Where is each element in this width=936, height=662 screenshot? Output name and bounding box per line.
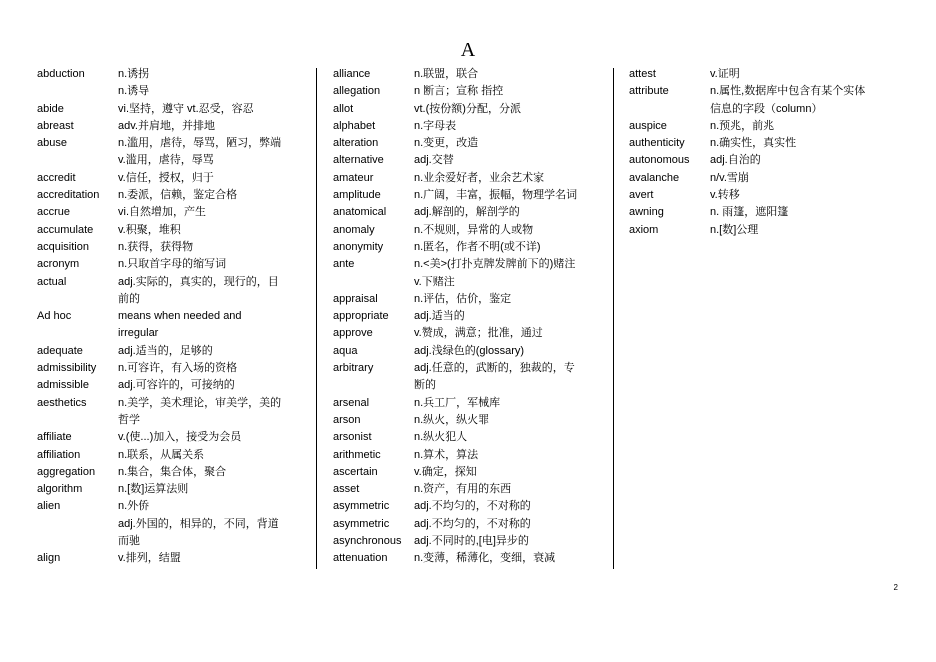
entry-definitions bbox=[118, 377, 307, 394]
glossary-entry bbox=[333, 101, 603, 118]
glossary-entry bbox=[37, 360, 307, 377]
entry-term: Ad hoc bbox=[37, 310, 72, 323]
glossary-entry bbox=[629, 66, 899, 83]
glossary-entry bbox=[37, 550, 307, 567]
entry-term: ante bbox=[333, 258, 355, 271]
entry-term: arson bbox=[333, 413, 361, 426]
glossary-entry bbox=[333, 516, 603, 533]
glossary-entry bbox=[629, 222, 899, 239]
glossary-entry bbox=[629, 187, 899, 204]
glossary-entry bbox=[37, 274, 307, 309]
entry-definitions bbox=[414, 83, 603, 100]
entry-term: awning bbox=[629, 206, 664, 219]
entry-definition-line: n.匿名，作者不明(或不详) bbox=[414, 240, 541, 253]
entry-definitions bbox=[118, 187, 307, 204]
entry-definition-line: v.信任，授权，归于 bbox=[118, 171, 214, 184]
entry-term: abreast bbox=[37, 119, 74, 132]
entry-definitions bbox=[414, 222, 603, 239]
glossary-entry bbox=[629, 204, 899, 221]
entry-definition-line: n.变薄，稀薄化，变细，衰减 bbox=[414, 552, 556, 565]
glossary-entry bbox=[37, 308, 307, 343]
entry-term: arithmetic bbox=[333, 448, 381, 461]
entry-definition-line: 哲学 bbox=[118, 413, 140, 426]
entry-definition-line: vi.坚持，遵守 vt.忍受，容忍 bbox=[118, 102, 254, 115]
entry-definitions bbox=[118, 429, 307, 446]
entry-definitions bbox=[414, 533, 603, 550]
entry-definitions bbox=[118, 360, 307, 377]
entry-definition-line: v.排列，结盟 bbox=[118, 552, 181, 565]
entry-definitions bbox=[118, 481, 307, 498]
glossary-entry bbox=[37, 464, 307, 481]
entry-definitions bbox=[414, 66, 603, 83]
glossary-entry bbox=[333, 152, 603, 169]
entry-term: actual bbox=[37, 275, 67, 288]
entry-definition-line: n.获得，获得物 bbox=[118, 240, 194, 253]
entry-definition-line: adj.可容许的，可接纳的 bbox=[118, 379, 235, 392]
glossary-entry bbox=[333, 325, 603, 342]
glossary-entry bbox=[37, 377, 307, 394]
entry-definition-line: n.美学，美术理论，审美学，美的 bbox=[118, 396, 282, 409]
glossary-entry bbox=[629, 118, 899, 135]
entry-definition-line: n.诱导 bbox=[118, 85, 150, 98]
glossary-column-2 bbox=[333, 66, 603, 568]
entry-term: accredit bbox=[37, 171, 76, 184]
entry-definition-line: n.联盟，联合 bbox=[414, 68, 479, 80]
entry-definition-line: v.确定，探知 bbox=[414, 465, 477, 478]
glossary-entry bbox=[37, 204, 307, 221]
entry-definition-line: n/v.雪崩 bbox=[710, 171, 749, 184]
entry-term: aesthetics bbox=[37, 396, 87, 409]
glossary-entry bbox=[333, 498, 603, 515]
entry-term: anonymity bbox=[333, 240, 384, 253]
glossary-entry bbox=[333, 291, 603, 308]
entry-term: admissibility bbox=[37, 362, 97, 375]
entry-definitions bbox=[414, 325, 603, 342]
glossary-entry bbox=[333, 187, 603, 204]
entry-definitions bbox=[414, 118, 603, 135]
entry-definitions bbox=[414, 498, 603, 515]
entry-definition-line: n 断言；宣称 指控 bbox=[414, 85, 504, 98]
entry-definition-line: n.集合，集合体，聚合 bbox=[118, 465, 227, 478]
entry-definitions bbox=[118, 498, 307, 550]
glossary-entry bbox=[37, 222, 307, 239]
entry-term: accumulate bbox=[37, 223, 94, 236]
entry-term: adequate bbox=[37, 344, 83, 357]
entry-definitions bbox=[414, 343, 603, 360]
entry-term: ascertain bbox=[333, 465, 378, 478]
entry-term: arbitrary bbox=[333, 362, 374, 375]
column-divider bbox=[316, 68, 317, 569]
glossary-entry bbox=[333, 118, 603, 135]
entry-definitions bbox=[414, 308, 603, 325]
entry-definitions bbox=[118, 101, 307, 118]
entry-definitions bbox=[414, 187, 603, 204]
entry-definitions bbox=[414, 464, 603, 481]
glossary-entry bbox=[333, 481, 603, 498]
glossary-entry bbox=[37, 187, 307, 204]
entry-definition-line: n.外侨 bbox=[118, 500, 150, 513]
entry-term: accreditation bbox=[37, 189, 100, 202]
entry-definitions bbox=[710, 204, 899, 221]
entry-definition-line: adj.解剖的，解剖学的 bbox=[414, 206, 520, 219]
entry-definitions bbox=[710, 83, 899, 118]
entry-definition-line: adj.适当的，足够的 bbox=[118, 344, 213, 357]
glossary-entry bbox=[37, 101, 307, 118]
entry-term: autonomous bbox=[629, 154, 690, 167]
entry-definition-line: adj.适当的 bbox=[414, 310, 465, 323]
glossary-entry bbox=[37, 135, 307, 170]
entry-definitions bbox=[414, 152, 603, 169]
entry-definitions bbox=[710, 135, 899, 152]
entry-term: aggregation bbox=[37, 465, 96, 478]
entry-definition-line: v.证明 bbox=[710, 68, 740, 80]
entry-definition-line: v.下赌注 bbox=[414, 275, 455, 288]
glossary-entry bbox=[333, 360, 603, 395]
glossary-entry bbox=[333, 135, 603, 152]
entry-term: abduction bbox=[37, 68, 85, 80]
entry-term: allegation bbox=[333, 85, 381, 98]
glossary-entry bbox=[333, 170, 603, 187]
entry-definitions bbox=[414, 412, 603, 429]
entry-definition-line: n.预兆，前兆 bbox=[710, 119, 775, 132]
entry-definitions bbox=[414, 291, 603, 308]
entry-definition-line: adj.交替 bbox=[414, 154, 454, 167]
glossary-entry bbox=[333, 412, 603, 429]
entry-definition-line: n.广阔，丰富，振幅，物理学名词 bbox=[414, 189, 578, 202]
glossary-entry bbox=[37, 429, 307, 446]
glossary-entry bbox=[333, 395, 603, 412]
entry-definition-line: 断的 bbox=[414, 379, 436, 392]
entry-term: asymmetric bbox=[333, 500, 390, 513]
glossary-entry bbox=[37, 395, 307, 430]
glossary-entry bbox=[37, 66, 307, 101]
entry-term: admissible bbox=[37, 379, 89, 392]
glossary-column-1 bbox=[37, 66, 307, 568]
entry-term: abuse bbox=[37, 137, 67, 150]
entry-term: algorithm bbox=[37, 483, 83, 496]
entry-definition-line: n.联系，从属关系 bbox=[118, 448, 205, 461]
entry-term: approve bbox=[333, 327, 373, 340]
glossary-entry bbox=[333, 204, 603, 221]
entry-term: appraisal bbox=[333, 292, 378, 305]
entry-definitions bbox=[414, 447, 603, 464]
entry-definitions bbox=[118, 66, 307, 101]
entry-term: asynchronous bbox=[333, 535, 402, 548]
entry-definition-line: n.委派，信赖，鉴定合格 bbox=[118, 189, 238, 202]
entry-definition-line: adj.自治的 bbox=[710, 154, 761, 167]
entry-definitions bbox=[710, 118, 899, 135]
entry-definition-line: 而驰 bbox=[118, 535, 140, 548]
entry-definition-line: v.转移 bbox=[710, 189, 740, 202]
entry-term: alteration bbox=[333, 137, 379, 150]
glossary-entry bbox=[333, 464, 603, 481]
entry-definitions bbox=[118, 274, 307, 309]
glossary-entry bbox=[333, 550, 603, 567]
entry-term: alphabet bbox=[333, 119, 376, 132]
glossary-entry bbox=[333, 533, 603, 550]
entry-term: axiom bbox=[629, 223, 659, 236]
entry-term: avalanche bbox=[629, 171, 680, 184]
entry-definition-line: vt.(按份额)分配，分派 bbox=[414, 102, 521, 115]
entry-term: amplitude bbox=[333, 189, 381, 202]
glossary-entry bbox=[37, 343, 307, 360]
glossary-entry bbox=[333, 343, 603, 360]
glossary-entry bbox=[37, 498, 307, 550]
glossary-entry bbox=[629, 83, 899, 118]
glossary-column-3 bbox=[629, 66, 899, 239]
column-divider bbox=[613, 68, 614, 569]
entry-definitions bbox=[414, 360, 603, 395]
entry-term: affiliate bbox=[37, 431, 72, 444]
entry-definitions bbox=[118, 343, 307, 360]
glossary-entry bbox=[333, 239, 603, 256]
entry-definition-line: n.算术，算法 bbox=[414, 448, 479, 461]
entry-definitions bbox=[118, 395, 307, 430]
glossary-entry bbox=[37, 481, 307, 498]
entry-term: abide bbox=[37, 102, 64, 115]
entry-definition-line: n.属性,数据库中包含有某个实体 bbox=[710, 85, 866, 98]
entry-definitions bbox=[414, 256, 603, 291]
entry-definitions bbox=[710, 170, 899, 187]
entry-definition-line: v.积聚，堆积 bbox=[118, 223, 181, 236]
entry-definition-line: n. 雨篷，遮阳篷 bbox=[710, 206, 789, 219]
entry-term: arsenal bbox=[333, 396, 370, 409]
entry-definitions bbox=[710, 187, 899, 204]
entry-term: asymmetric bbox=[333, 517, 390, 530]
entry-definition-line: n.变更，改造 bbox=[414, 137, 479, 150]
entry-term: accrue bbox=[37, 206, 71, 219]
entry-definitions bbox=[118, 464, 307, 481]
entry-definition-line: adj.任意的，武断的，独裁的，专 bbox=[414, 362, 575, 375]
entry-term: acquisition bbox=[37, 240, 89, 253]
entry-definitions bbox=[414, 550, 603, 567]
glossary-entry bbox=[333, 429, 603, 446]
glossary-entry bbox=[629, 170, 899, 187]
entry-term: attest bbox=[629, 68, 656, 80]
entry-definitions bbox=[118, 170, 307, 187]
entry-definition-line: n.确实性，真实性 bbox=[710, 137, 797, 150]
entry-definition-line: 前的 bbox=[118, 292, 140, 305]
entry-definitions bbox=[710, 66, 899, 83]
entry-definition-line: means when needed and bbox=[118, 310, 242, 323]
entry-term: avert bbox=[629, 189, 654, 202]
entry-term: asset bbox=[333, 483, 360, 496]
entry-definitions bbox=[118, 447, 307, 464]
entry-definition-line: n.纵火犯人 bbox=[414, 431, 468, 444]
entry-definition-line: 信息的字段（column） bbox=[710, 102, 823, 115]
entry-definitions bbox=[414, 395, 603, 412]
entry-term: amateur bbox=[333, 171, 374, 184]
entry-definition-line: n.不规则，异常的人或物 bbox=[414, 223, 534, 236]
entry-definitions bbox=[414, 516, 603, 533]
glossary-entry bbox=[37, 170, 307, 187]
glossary-entry bbox=[37, 447, 307, 464]
entry-definition-line: n.业余爱好者，业余艺术家 bbox=[414, 171, 545, 184]
entry-definitions bbox=[414, 204, 603, 221]
entry-definition-line: n.纵火，纵火罪 bbox=[414, 413, 490, 426]
entry-term: appropriate bbox=[333, 310, 389, 323]
entry-definitions bbox=[710, 152, 899, 169]
entry-term: auspice bbox=[629, 119, 667, 132]
entry-definitions bbox=[118, 308, 307, 343]
entry-definition-line: n.诱拐 bbox=[118, 68, 150, 80]
entry-term: align bbox=[37, 552, 61, 565]
entry-definitions bbox=[710, 222, 899, 239]
entry-definition-line: vi.自然增加，产生 bbox=[118, 206, 206, 219]
entry-definitions bbox=[118, 239, 307, 256]
entry-definitions bbox=[414, 481, 603, 498]
entry-definition-line: n.兵工厂，军械库 bbox=[414, 396, 501, 409]
entry-definition-line: n.只取首字母的缩写词 bbox=[118, 258, 227, 271]
page-number: 2 bbox=[893, 583, 898, 592]
glossary-entry bbox=[333, 256, 603, 291]
entry-definition-line: irregular bbox=[118, 327, 159, 340]
entry-definitions bbox=[118, 118, 307, 135]
glossary-entry bbox=[629, 135, 899, 152]
entry-definition-line: adj.不均匀的，不对称的 bbox=[414, 500, 531, 513]
entry-definitions bbox=[118, 550, 307, 567]
entry-definition-line: adj.浅绿色的(glossary) bbox=[414, 344, 525, 357]
entry-term: alternative bbox=[333, 154, 384, 167]
entry-term: acronym bbox=[37, 258, 80, 271]
entry-definition-line: n.评估，估价，鉴定 bbox=[414, 292, 512, 305]
entry-definition-line: n.字母表 bbox=[414, 119, 457, 132]
entry-term: attenuation bbox=[333, 552, 388, 565]
entry-definition-line: n.滥用，虐待，辱骂，陋习，弊端 bbox=[118, 137, 282, 150]
entry-definition-line: adj.实际的，真实的，现行的，目 bbox=[118, 275, 279, 288]
entry-term: arsonist bbox=[333, 431, 372, 444]
entry-definition-line: adv.并肩地，并排地 bbox=[118, 119, 215, 132]
entry-definitions bbox=[118, 256, 307, 273]
entry-term: allot bbox=[333, 102, 354, 115]
entry-definition-line: adj.外国的，相异的，不同，背道 bbox=[118, 517, 279, 530]
entry-definition-line: n.<美>(打扑克牌发牌前下的)赌注 bbox=[414, 258, 576, 271]
entry-term: alien bbox=[37, 500, 61, 513]
entry-definition-line: v.赞成，满意；批准，通过 bbox=[414, 327, 543, 340]
entry-definitions bbox=[118, 222, 307, 239]
glossary-entry bbox=[333, 308, 603, 325]
glossary-entry bbox=[629, 152, 899, 169]
glossary-entry bbox=[333, 83, 603, 100]
entry-definitions bbox=[414, 135, 603, 152]
entry-definitions bbox=[414, 429, 603, 446]
entry-definitions bbox=[118, 204, 307, 221]
entry-definitions bbox=[414, 239, 603, 256]
glossary-entry bbox=[333, 66, 603, 83]
glossary-entry bbox=[333, 447, 603, 464]
entry-term: alliance bbox=[333, 68, 371, 80]
entry-definition-line: n.资产，有用的东西 bbox=[414, 483, 512, 496]
page-heading-letter: A bbox=[460, 39, 476, 61]
entry-definition-line: v.滥用，虐待，辱骂 bbox=[118, 154, 214, 167]
entry-term: affiliation bbox=[37, 448, 81, 461]
entry-term: aqua bbox=[333, 344, 358, 357]
entry-definition-line: adj.不同时的,[电]异步的 bbox=[414, 535, 529, 548]
entry-definitions bbox=[414, 170, 603, 187]
entry-term: anatomical bbox=[333, 206, 387, 219]
entry-term: authenticity bbox=[629, 137, 685, 150]
glossary-entry bbox=[37, 118, 307, 135]
glossary-entry bbox=[37, 239, 307, 256]
entry-definitions bbox=[118, 135, 307, 170]
entry-term: anomaly bbox=[333, 223, 375, 236]
entry-definition-line: n.可容许，有入场的资格 bbox=[118, 362, 238, 375]
entry-definitions bbox=[414, 101, 603, 118]
glossary-entry bbox=[333, 222, 603, 239]
glossary-entry bbox=[37, 256, 307, 273]
entry-term: attribute bbox=[629, 85, 669, 98]
entry-definition-line: n.[数]运算法则 bbox=[118, 483, 189, 496]
entry-definition-line: adj.不均匀的，不对称的 bbox=[414, 517, 531, 530]
entry-definition-line: v.(使...)加入，接受为会员 bbox=[118, 431, 242, 444]
entry-definition-line: n.[数]公理 bbox=[710, 223, 759, 236]
